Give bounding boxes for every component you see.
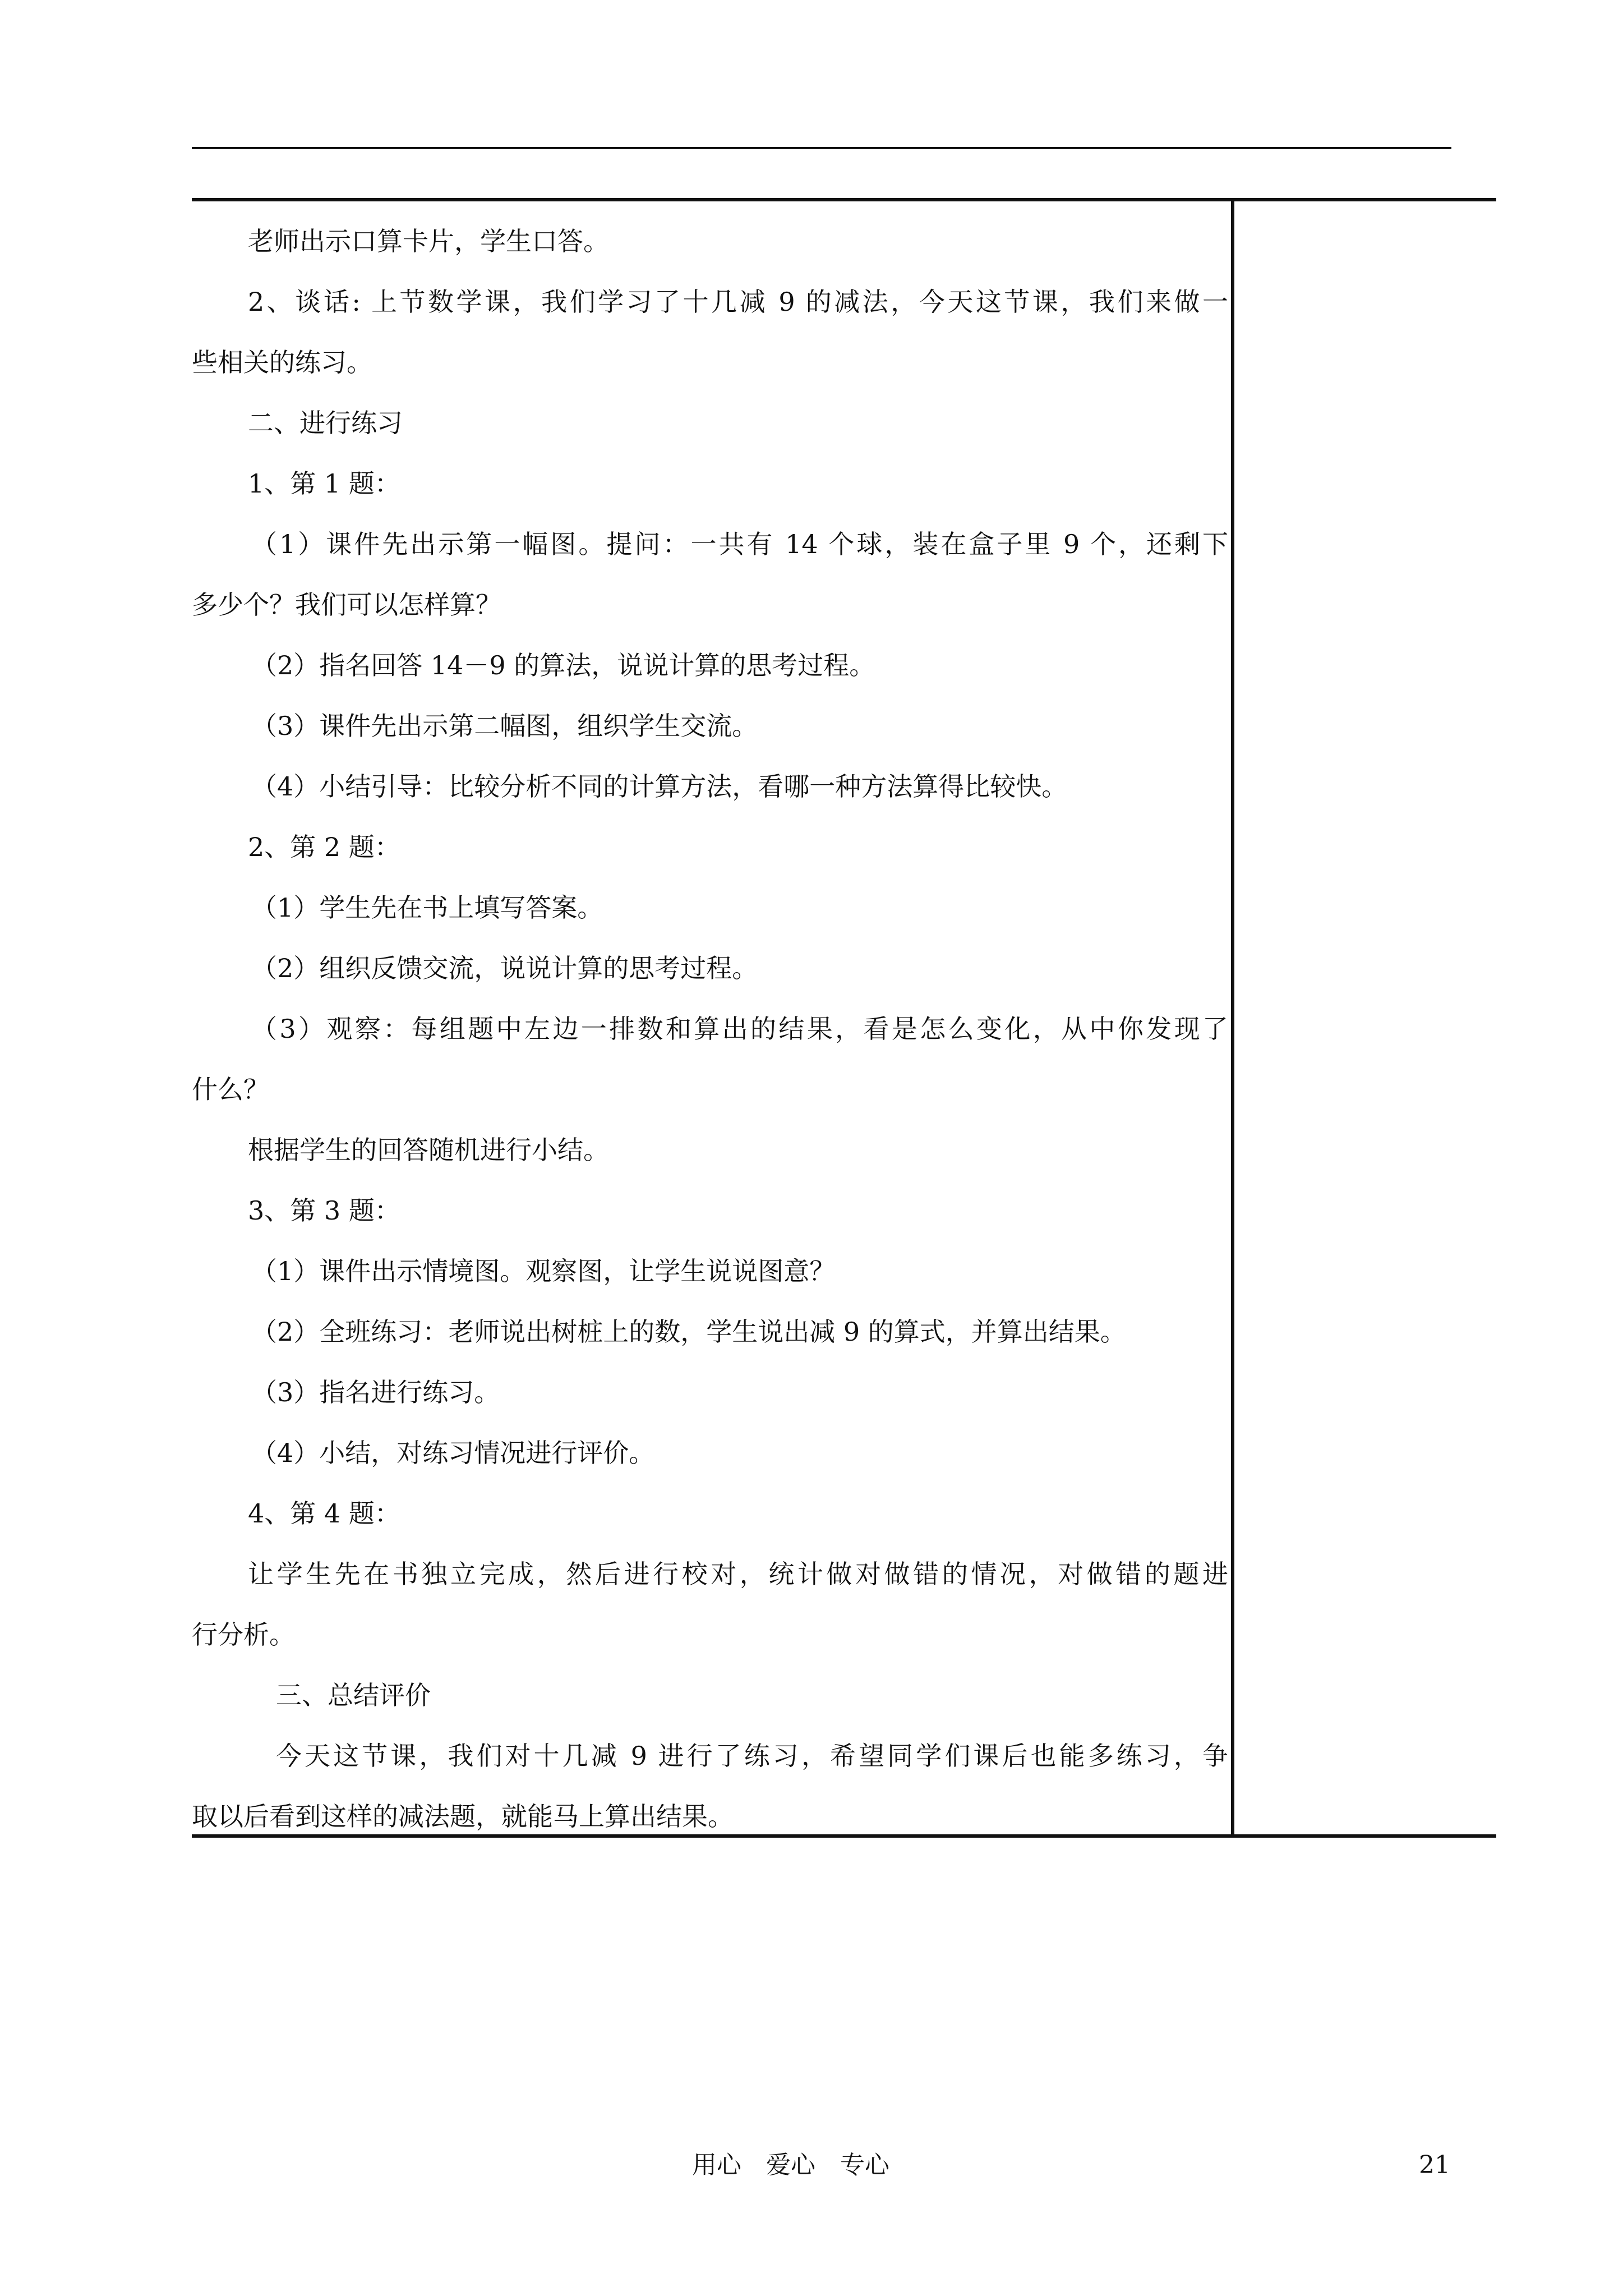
text-line: （1）学生先在书上填写答案。: [251, 892, 603, 923]
text-line: 些相关的练习。: [192, 347, 372, 378]
section-heading: 三、总结评价: [276, 1680, 431, 1710]
table-top-border: [192, 198, 1496, 201]
page-number: 21: [1419, 2151, 1450, 2179]
text-line: 今天这节课，我们对十几减 9 进行了练习，希望同学们课后也能多练习，争: [276, 1741, 1228, 1771]
item-heading: 3、第 3 题：: [248, 1195, 400, 1226]
text-line: 老师出示口算卡片，学生口答。: [248, 226, 609, 256]
section-heading: 二、进行练习: [248, 408, 403, 438]
text-line: 行分析。: [192, 1619, 295, 1650]
text-line: （2）组织反馈交流，说说计算的思考过程。: [251, 953, 758, 983]
text-line: 2、谈话: 上节数学课，我们学习了十几减 9 的减法，今天这节课，我们来做一: [248, 287, 1228, 317]
text-line: （4）小结引导：比较分析不同的计算方法，看哪一种方法算得比较快。: [251, 771, 1068, 802]
footer-motto: 用心 爱心 专心: [692, 2151, 889, 2179]
item-heading: 1、第 1 题：: [248, 468, 400, 499]
text-line: 取以后看到这样的减法题，就能马上算出结果。: [192, 1801, 734, 1832]
text-line: 多少个？我们可以怎样算？: [192, 590, 501, 620]
text-line: （2）指名回答 14－9 的算法，说说计算的思考过程。: [251, 650, 875, 680]
table-column-divider: [1231, 198, 1234, 1838]
text-line: （4）小结，对练习情况进行评价。: [251, 1438, 655, 1468]
text-line: （3）课件先出示第二幅图，组织学生交流。: [251, 711, 758, 741]
text-line: （3）指名进行练习。: [251, 1377, 500, 1407]
text-line: （1）课件出示情境图。观察图，让学生说说图意？: [251, 1256, 836, 1286]
text-line: 什么？: [192, 1074, 269, 1105]
text-line: 根据学生的回答随机进行小结。: [248, 1135, 609, 1165]
text-line: 让学生先在书独立完成，然后进行校对，统计做对做错的情况，对做错的题进: [248, 1559, 1228, 1589]
item-heading: 4、第 4 题：: [248, 1498, 400, 1529]
item-heading: 2、第 2 题：: [248, 832, 400, 862]
text-line: （1）课件先出示第一幅图。提问：一共有 14 个球，装在盒子里 9 个，还剩下: [251, 529, 1228, 559]
lesson-content: [192, 211, 1228, 1847]
header-rule: [192, 147, 1451, 149]
text-line: （3）观察：每组题中左边一排数和算出的结果，看是怎么变化，从中你发现了: [251, 1014, 1228, 1044]
text-line: （2）全班练习：老师说出树桩上的数，学生说出减 9 的算式，并算出结果。: [251, 1317, 1126, 1347]
